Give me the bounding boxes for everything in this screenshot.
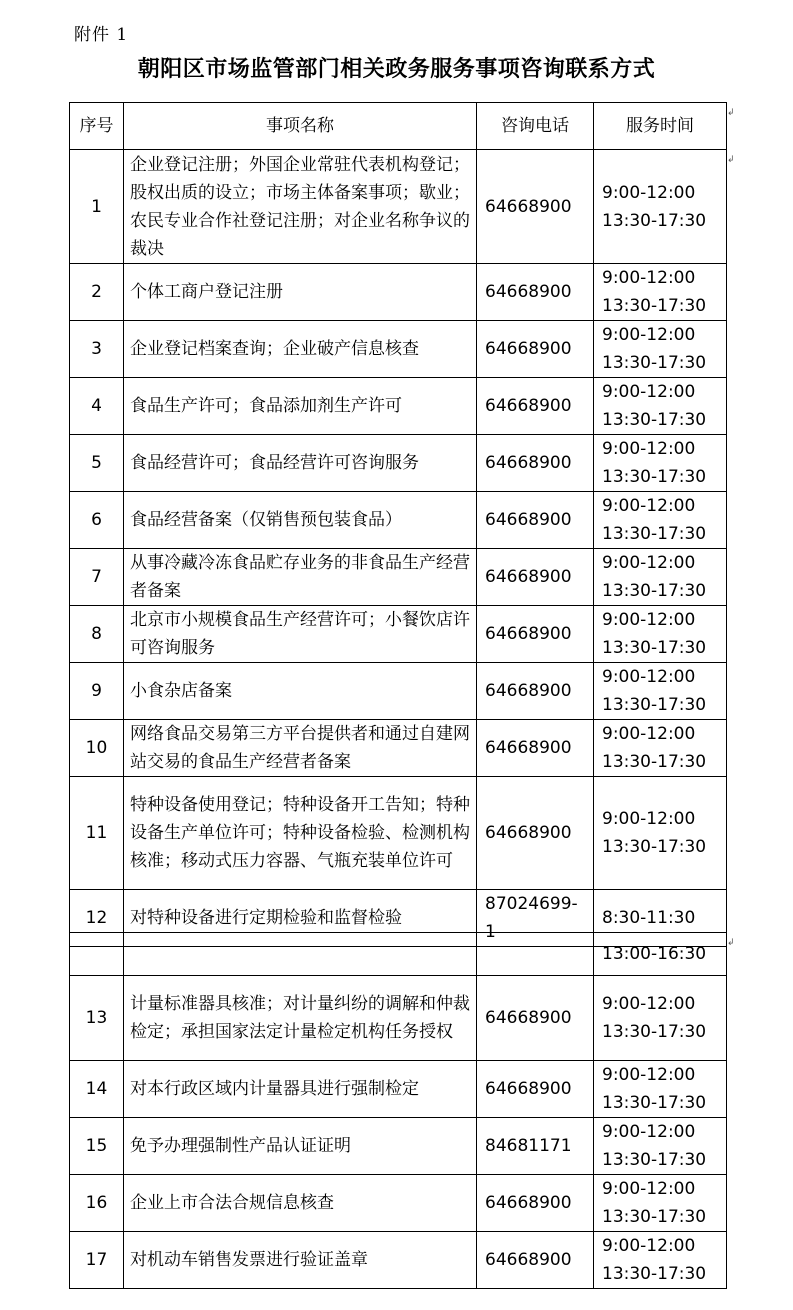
table-row	[70, 720, 727, 777]
table-header-row	[70, 103, 727, 150]
time-slot: 13:30-17:30	[602, 1207, 707, 1227]
cell-time	[594, 976, 727, 1061]
cell-name: 对本行政区域内计量器具进行强制检定	[124, 1061, 477, 1118]
time-slot: 9:00-12:00	[602, 496, 696, 516]
cell-time	[594, 264, 727, 321]
table-row	[70, 150, 727, 264]
time-slot: 9:00-12:00	[602, 1065, 696, 1085]
cell-no: 6	[70, 492, 124, 549]
cell-no: 2	[70, 264, 124, 321]
paragraph-mark: ↲	[727, 108, 735, 118]
cell-time	[594, 378, 727, 435]
cell-no: 3	[70, 321, 124, 378]
cell-name	[124, 933, 477, 976]
cell-name: 北京市小规模食品生产经营许可；小餐饮店许可咨询服务	[124, 606, 477, 663]
time-slot: 9:00-12:00	[602, 809, 696, 829]
time-slot: 9:00-12:00	[602, 439, 696, 459]
time-slot: 9:00-12:00	[602, 1122, 696, 1142]
cell-phone: 64668900	[477, 1232, 594, 1289]
time-slot: 13:30-17:30	[602, 1264, 707, 1284]
cell-no: 5	[70, 435, 124, 492]
cell-phone: 64668900	[477, 777, 594, 890]
paragraph-mark: ↲	[727, 155, 735, 165]
cell-name: 计量标准器具核准；对计量纠纷的调解和仲裁检定；承担国家法定计量检定机构任务授权	[124, 976, 477, 1061]
cell-name: 小食杂店备案	[124, 663, 477, 720]
time-slot: 13:30-17:30	[602, 410, 707, 430]
page-title: 朝阳区市场监管部门相关政务服务事项咨询联系方式	[137, 56, 656, 82]
contact-table-continued	[69, 932, 727, 1289]
cell-name: 食品经营备案（仅销售预包装食品）	[124, 492, 477, 549]
time-slot: 9:00-12:00	[602, 1179, 696, 1199]
table-row	[70, 663, 727, 720]
cell-name: 对机动车销售发票进行验证盖章	[124, 1232, 477, 1289]
cell-no: 10	[70, 720, 124, 777]
cell-name: 从事冷藏冷冻食品贮存业务的非食品生产经营者备案	[124, 549, 477, 606]
cell-name: 个体工商户登记注册	[124, 264, 477, 321]
col-header-time: 服务时间	[594, 103, 727, 150]
cell-no: 15	[70, 1118, 124, 1175]
col-header-name: 事项名称	[124, 103, 477, 150]
cell-phone: 87024699-1	[477, 890, 594, 947]
cell-phone: 64668900	[477, 492, 594, 549]
cell-time	[594, 1175, 727, 1232]
cell-time	[594, 777, 727, 890]
cell-phone: 64668900	[477, 663, 594, 720]
col-header-no: 序号	[70, 103, 124, 150]
cell-name: 食品经营许可；食品经营许可咨询服务	[124, 435, 477, 492]
time-slot: 9:00-12:00	[602, 1236, 696, 1256]
cell-no: 17	[70, 1232, 124, 1289]
time-slot: 13:30-17:30	[602, 296, 707, 316]
cell-name: 网络食品交易第三方平台提供者和通过自建网站交易的食品生产经营者备案	[124, 720, 477, 777]
time-slot: 13:30-17:30	[602, 638, 707, 658]
cell-phone: 64668900	[477, 264, 594, 321]
cell-phone: 64668900	[477, 378, 594, 435]
table-row	[70, 378, 727, 435]
cell-phone: 64668900	[477, 150, 594, 264]
time-slot: 9:00-12:00	[602, 325, 696, 345]
time-slot: 9:00-12:00	[602, 610, 696, 630]
table-row	[70, 264, 727, 321]
cell-no: 9	[70, 663, 124, 720]
table-row	[70, 435, 727, 492]
time-slot: 13:30-17:30	[602, 1022, 707, 1042]
table-row	[70, 606, 727, 663]
cell-time: 13:00-16:30	[594, 933, 727, 976]
attachment-label: 附件 1	[74, 25, 129, 45]
time-slot: 13:30-17:30	[602, 210, 707, 231]
cell-name: 企业登记档案查询；企业破产信息核查	[124, 321, 477, 378]
table-row	[70, 1118, 727, 1175]
cell-name: 对特种设备进行定期检验和监督检验	[124, 890, 477, 947]
time-slot: 13:30-17:30	[602, 695, 707, 715]
paragraph-mark: ↲	[727, 938, 735, 948]
cell-no: 14	[70, 1061, 124, 1118]
time-slot: 9:00-12:00	[602, 994, 696, 1014]
cell-phone: 84681171	[477, 1118, 594, 1175]
time-slot: 9:00-12:00	[602, 553, 696, 573]
time-slot: 9:00-12:00	[602, 724, 696, 744]
cell-time	[594, 1118, 727, 1175]
table-row	[70, 777, 727, 890]
time-slot: 8:30-11:30	[602, 908, 696, 928]
cell-name: 企业上市合法合规信息核查	[124, 1175, 477, 1232]
table-row	[70, 549, 727, 606]
cell-name: 食品生产许可；食品添加剂生产许可	[124, 378, 477, 435]
table-body-continued	[70, 933, 727, 1289]
cell-time	[594, 663, 727, 720]
cell-time	[594, 1061, 727, 1118]
cell-time	[594, 492, 727, 549]
time-slot: 13:30-17:30	[602, 581, 707, 601]
cell-phone: 64668900	[477, 606, 594, 663]
cell-time	[594, 435, 727, 492]
time-slot: 9:00-12:00	[602, 268, 696, 288]
time-slot: 9:00-12:00	[602, 667, 696, 687]
cell-time	[594, 606, 727, 663]
cell-phone: 64668900	[477, 1175, 594, 1232]
cell-no: 8	[70, 606, 124, 663]
cell-phone: 64668900	[477, 321, 594, 378]
time-slot: 9:00-12:00	[602, 382, 696, 402]
cell-time	[594, 549, 727, 606]
cell-no: 7	[70, 549, 124, 606]
time-slot: 13:30-17:30	[602, 837, 707, 857]
table-row-continuation	[70, 933, 727, 976]
table-row	[70, 1061, 727, 1118]
cell-phone: 64668900	[477, 720, 594, 777]
cell-no: 4	[70, 378, 124, 435]
cell-time	[594, 720, 727, 777]
time-slot: 13:30-17:30	[602, 1150, 707, 1170]
cell-no: 1	[70, 150, 124, 264]
time-slot: 13:30-17:30	[602, 1093, 707, 1113]
cell-phone: 64668900	[477, 435, 594, 492]
cell-phone: 64668900	[477, 549, 594, 606]
cell-no: 13	[70, 976, 124, 1061]
time-slot: 13:30-17:30	[602, 467, 707, 487]
table-row	[70, 1175, 727, 1232]
cell-no	[70, 933, 124, 976]
contact-table	[69, 102, 727, 947]
cell-phone	[477, 933, 594, 976]
cell-time	[594, 1232, 727, 1289]
cell-no: 12	[70, 890, 124, 947]
cell-time	[594, 321, 727, 378]
table-row	[70, 492, 727, 549]
table-body	[70, 150, 727, 947]
table-row	[70, 976, 727, 1061]
cell-time	[594, 150, 727, 264]
cell-name: 特种设备使用登记；特种设备开工告知；特种设备生产单位许可；特种设备检验、检测机构核准；移动式压力容器、气瓶充装单位许可	[124, 777, 477, 890]
time-slot: 13:30-17:30	[602, 752, 707, 772]
time-slot: 13:30-17:30	[602, 353, 707, 373]
table-row	[70, 321, 727, 378]
cell-phone: 64668900	[477, 976, 594, 1061]
cell-no: 11	[70, 777, 124, 890]
col-header-phone: 咨询电话	[477, 103, 594, 150]
table-row	[70, 1232, 727, 1289]
cell-phone: 64668900	[477, 1061, 594, 1118]
cell-no: 16	[70, 1175, 124, 1232]
cell-name: 企业登记注册；外国企业常驻代表机构登记；股权出质的设立；市场主体备案事项；歇业；农民专业合作社登记注册；对企业名称争议的裁决	[124, 150, 477, 264]
cell-name: 免予办理强制性产品认证证明	[124, 1118, 477, 1175]
time-slot: 13:30-17:30	[602, 524, 707, 544]
time-slot: 9:00-12:00	[602, 182, 696, 203]
